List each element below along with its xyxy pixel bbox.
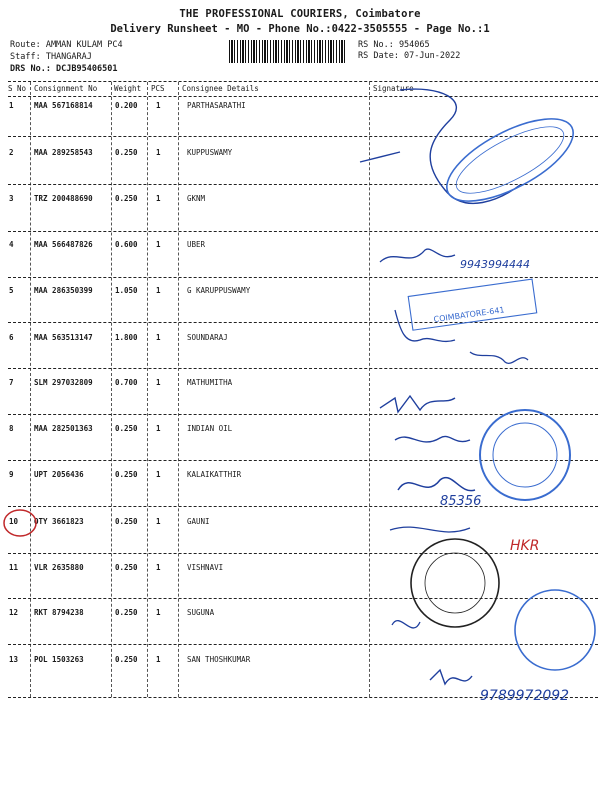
row-consignment-no: UPT 2056436 (34, 470, 84, 479)
row-consignee: SUGUNA (187, 608, 215, 617)
row-sno: 3 (9, 194, 14, 203)
row-weight: 0.200 (115, 101, 138, 110)
stamp-round-seal (480, 410, 570, 500)
row-weight: 1.800 (115, 333, 138, 342)
row-weight: 0.250 (115, 470, 138, 479)
row-consignee: SOUNDARAJ (187, 333, 228, 342)
row-pcs: 1 (156, 378, 161, 387)
rs-date: RS Date: 07-Jun-2022 (358, 51, 461, 61)
signature-stroke (392, 621, 420, 628)
row-pcs: 1 (156, 333, 161, 342)
signature-stroke (360, 152, 400, 162)
row-sno: 10 (9, 517, 19, 526)
drs-number: DRS No.: DCJB95406501 (10, 64, 118, 74)
row-weight: 0.700 (115, 378, 138, 387)
row-weight: 0.600 (115, 240, 138, 249)
row-pcs: 1 (156, 240, 161, 249)
row-divider (8, 231, 598, 232)
row-weight: 1.050 (115, 286, 138, 295)
signature-stroke (380, 249, 455, 262)
row-consignment-no: VLR 2635880 (34, 563, 84, 572)
row-consignment-no: MAA 282501363 (34, 424, 93, 433)
row-divider (8, 644, 598, 645)
col-divider (111, 82, 112, 697)
row-pcs: 1 (156, 286, 161, 295)
company-title: THE PROFESSIONAL COURIERS, Coimbatore (179, 8, 421, 20)
route-label: Route: AMMAN KULAM PC4 (10, 40, 123, 50)
row-divider (8, 414, 598, 415)
row-sno: 5 (9, 286, 14, 295)
row-weight: 0.250 (115, 194, 138, 203)
row-sno: 11 (9, 563, 19, 572)
row-consignee: VISHNAVI (187, 563, 224, 572)
row-consignee: GAUNI (187, 517, 210, 526)
rs-number: RS No.: 954065 (358, 40, 430, 50)
row-consignee: KALAIKATTHIR (187, 470, 242, 479)
row-divider (8, 506, 598, 507)
row-divider (8, 322, 598, 323)
initials-handwriting: HKR (510, 538, 540, 554)
col-sno: S No (8, 84, 27, 93)
row-divider (8, 368, 598, 369)
signature-stroke (395, 310, 455, 341)
row-weight: 0.250 (115, 517, 138, 526)
row-divider (8, 553, 598, 554)
row-sno: 8 (9, 424, 14, 433)
phone-handwriting: 9943994444 (460, 258, 530, 271)
row-sno: 13 (9, 655, 19, 664)
row-divider (8, 460, 598, 461)
phone-handwriting: 9789972092 (480, 688, 570, 704)
signature-stroke (470, 352, 528, 363)
col-consignee: Consignee Details (182, 84, 259, 93)
row-pcs: 1 (156, 470, 161, 479)
barcode (229, 40, 346, 63)
row-consignee: G KARUPPUSWAMY (187, 286, 251, 295)
row-sno: 1 (9, 101, 14, 110)
row-divider (8, 136, 598, 137)
row-consignment-no: RKT 8794238 (34, 608, 84, 617)
col-divider (178, 82, 179, 697)
row-pcs: 1 (156, 517, 161, 526)
row-consignment-no: MAA 566487826 (34, 240, 93, 249)
row-sno: 12 (9, 608, 19, 617)
number-handwriting: 85356 (440, 494, 482, 509)
row-consignment-no: MAA 563513147 (34, 333, 93, 342)
row-consignment-no: TRZ 200488690 (34, 194, 93, 203)
row-sno: 4 (9, 240, 14, 249)
row-pcs: 1 (156, 655, 161, 664)
row-weight: 0.250 (115, 424, 138, 433)
row-consignment-no: SLM 297032809 (34, 378, 93, 387)
row-sno: 6 (9, 333, 14, 342)
row-consignment-no: MAA 567168814 (34, 101, 93, 110)
col-signature: Signature (373, 84, 414, 93)
signature-stroke (400, 89, 520, 203)
row-weight: 0.250 (115, 608, 138, 617)
col-divider (147, 82, 148, 697)
signature-stroke (390, 527, 470, 532)
row-pcs: 1 (156, 101, 161, 110)
row-divider (8, 277, 598, 278)
row-sno: 9 (9, 470, 14, 479)
col-consignment: Consignment No (34, 84, 98, 93)
row-pcs: 1 (156, 194, 161, 203)
signature-stroke (380, 396, 455, 412)
row-consignee: UBER (187, 240, 206, 249)
row-sno: 7 (9, 378, 14, 387)
row-weight: 0.250 (115, 148, 138, 157)
stamp-round-seal (515, 590, 595, 670)
row-consignee: MATHUMITHA (187, 378, 233, 387)
signature-stroke (398, 478, 475, 491)
runsheet-subtitle: Delivery Runsheet - MO - Phone No.:0422-3505555 - Page No.:1 (110, 23, 490, 35)
row-consignment-no: POL 1503263 (34, 655, 84, 664)
stamp-oval (435, 102, 585, 217)
row-weight: 0.250 (115, 655, 138, 664)
row-weight: 0.250 (115, 563, 138, 572)
signature-stroke (430, 670, 472, 684)
row-consignee: PARTHASARATHI (187, 101, 246, 110)
row-pcs: 1 (156, 424, 161, 433)
row-consignment-no: MAA 286350399 (34, 286, 93, 295)
row-sno: 2 (9, 148, 14, 157)
table-header-rule (8, 96, 598, 97)
row-pcs: 1 (156, 608, 161, 617)
row-consignee: KUPPUSWAMY (187, 148, 233, 157)
svg-text:COIMBATORE-641: COIMBATORE-641 (433, 305, 506, 325)
row-consignee: INDIAN OIL (187, 424, 233, 433)
row-consignment-no: MAA 289258543 (34, 148, 93, 157)
table-bottom-rule (8, 697, 598, 698)
row-divider (8, 184, 598, 185)
row-consignment-no: OTY 3661823 (34, 517, 84, 526)
row-pcs: 1 (156, 563, 161, 572)
col-weight: Weight (114, 84, 142, 93)
col-divider (30, 82, 31, 697)
row-divider (8, 598, 598, 599)
staff-label: Staff: THANGARAJ (10, 52, 92, 62)
row-consignee: SAN THOSHKUMAR (187, 655, 251, 664)
table-top-rule (8, 81, 598, 82)
col-pcs: PCS (151, 84, 165, 93)
row-consignee: GKNM (187, 194, 206, 203)
col-divider (369, 82, 370, 697)
signature-stroke (395, 436, 470, 441)
row-pcs: 1 (156, 148, 161, 157)
